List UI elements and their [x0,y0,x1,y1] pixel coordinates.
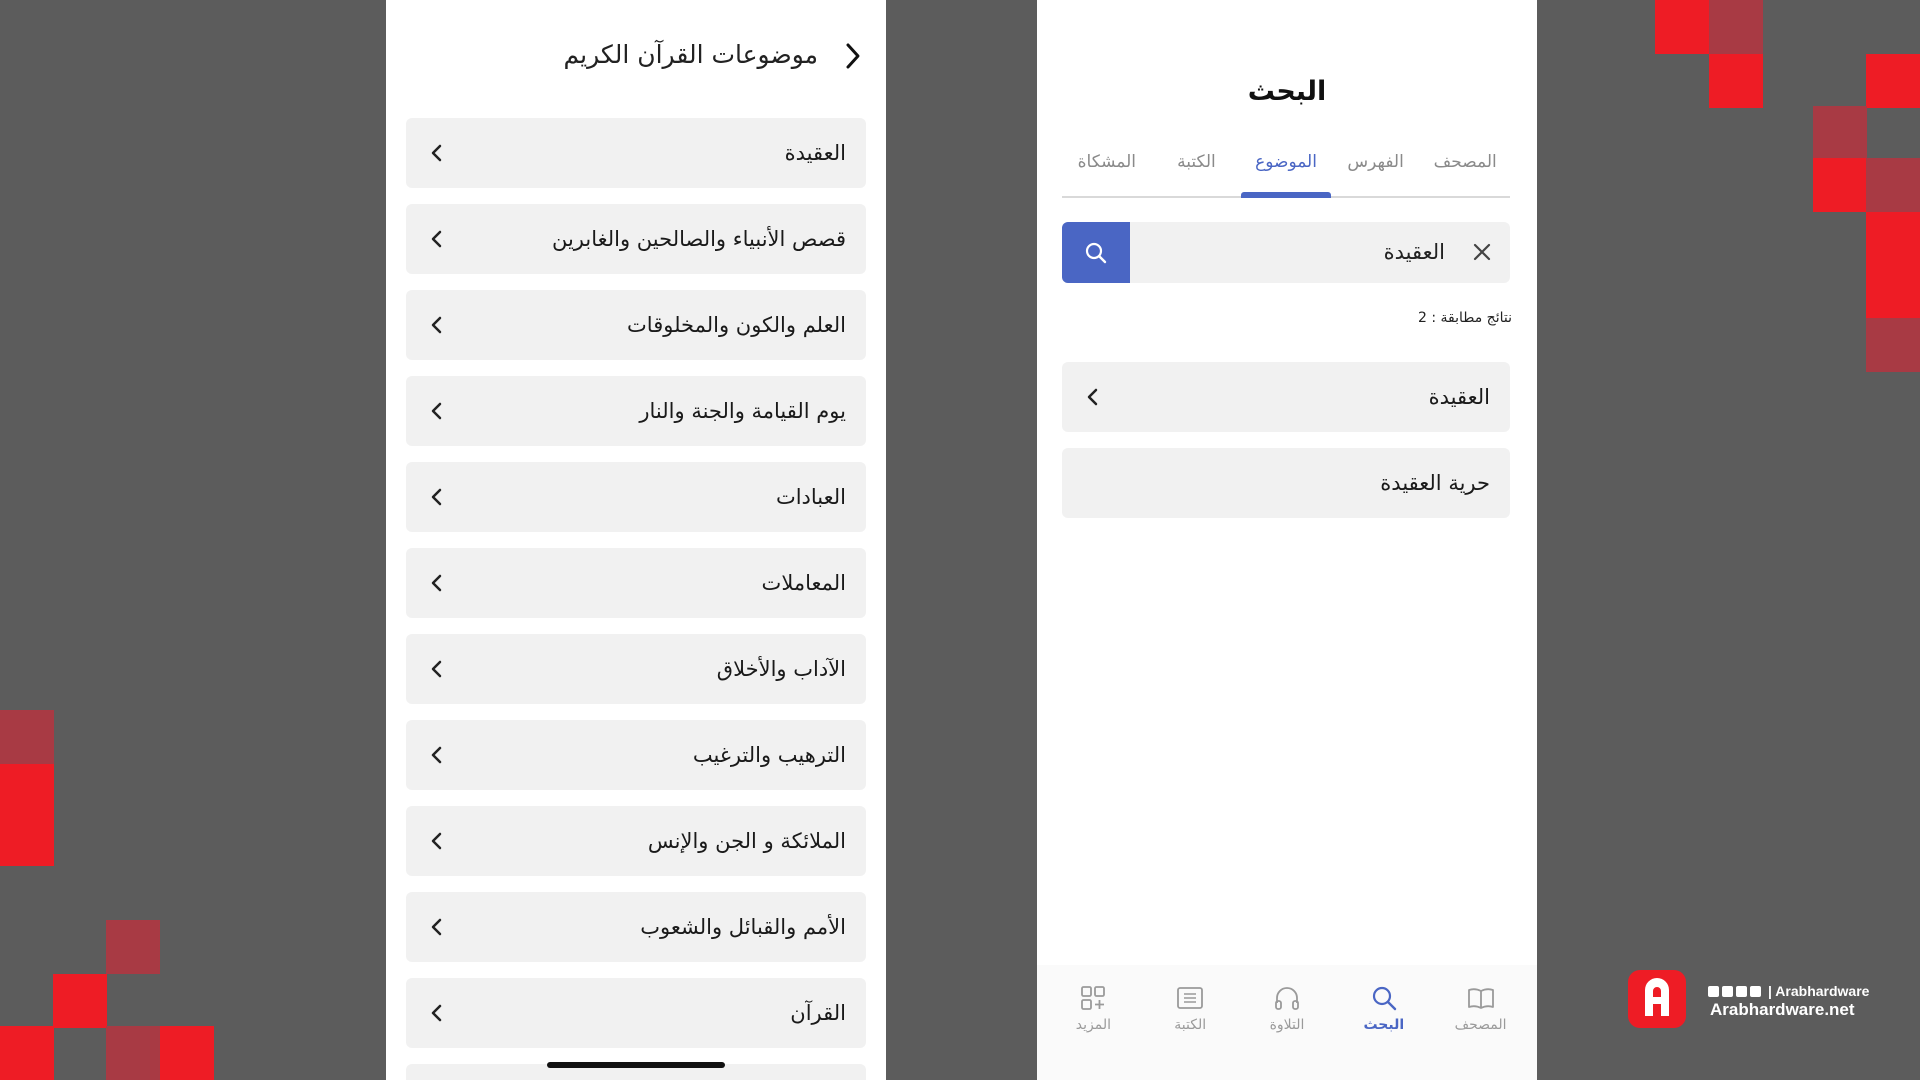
list-item[interactable] [406,806,866,876]
list-item[interactable] [406,634,866,704]
nav-item-search[interactable] [1335,965,1432,1080]
tab-index[interactable]: الفهرس [1347,152,1404,172]
tab-mishkat[interactable]: المشكاة [1077,152,1137,172]
list-item[interactable] [406,720,866,790]
search-button[interactable] [1062,222,1130,283]
page-title: البحث [1247,76,1327,107]
brand-name: | Arabhardware [1768,983,1870,999]
brand-site: Arabhardware.net [1710,1000,1855,1019]
chevron-left-icon [428,573,446,593]
list-item-label: يوم القيامة والجنة والنار [639,399,846,423]
nav-label: المزيد [1075,1017,1112,1033]
list-item[interactable] [406,978,866,1048]
list-item-label: العبادات [775,485,846,509]
results-count: نتائج مطابقة : 2 [1417,310,1512,326]
list-item[interactable] [406,290,866,360]
topics-screen [386,0,886,1080]
chevron-left-icon [428,659,446,679]
nav-label: البحث [1363,1017,1405,1033]
chevron-left-icon [1084,387,1102,407]
chevron-left-icon [428,315,446,335]
library-icon [1175,983,1205,1013]
search-result-item[interactable] [1062,448,1510,518]
youtube-icon [1750,986,1761,997]
nav-label: الكتبة [1174,1017,1207,1033]
clear-search-button[interactable] [1472,242,1492,262]
bottom-nav [1037,965,1537,1080]
chevron-left-icon [428,917,446,937]
list-item-label: الملائكة و الجن والإنس [647,829,846,853]
list-item-label: الترهيب والترغيب [692,743,846,767]
arabhardware-logo [1628,970,1686,1028]
chevron-left-icon [428,1003,446,1023]
result-label: العقيدة [1428,385,1490,409]
search-tabs [1062,146,1510,198]
tab-topic[interactable]: الموضوع [1241,146,1331,196]
page-title: موضوعات القرآن الكريم [563,40,818,69]
search-input[interactable]: العقيدة [1383,240,1445,264]
result-label: حرية العقيدة [1380,471,1490,495]
chevron-left-icon [428,143,446,163]
chevron-left-icon [428,831,446,851]
search-result-item[interactable] [1062,362,1510,432]
twitter-icon [1722,986,1733,997]
search-screen [1037,0,1537,1080]
list-item[interactable] [406,548,866,618]
open-book-icon [1466,983,1496,1013]
grid-plus-icon [1078,983,1108,1013]
back-button[interactable] [838,42,866,70]
search-bar [1062,222,1510,283]
nav-item-library[interactable] [1142,965,1239,1080]
chevron-left-icon [428,487,446,507]
list-item[interactable] [406,462,866,532]
list-item[interactable] [406,118,866,188]
list-item[interactable] [406,892,866,962]
nav-label: المصحف [1454,1017,1507,1033]
list-item-label: الأمم والقبائل والشعوب [640,915,846,939]
list-item-label: الآداب والأخلاق [716,657,846,681]
home-indicator [547,1062,725,1068]
list-item-label: القرآن [790,1001,846,1025]
tab-mushaf[interactable]: المصحف [1433,152,1497,172]
topics-header [386,30,886,82]
list-item-label: المعاملات [761,571,846,595]
topic-list [406,118,866,1080]
nav-item-more[interactable] [1045,965,1142,1080]
nav-item-recitation[interactable] [1239,965,1336,1080]
search-icon [1084,241,1108,265]
nav-item-mushaf[interactable] [1432,965,1529,1080]
tab-library[interactable]: الكتبة [1177,152,1216,172]
chevron-left-icon [428,745,446,765]
list-item-label: العقيدة [784,141,846,165]
headphones-icon [1272,983,1302,1013]
list-item[interactable] [406,376,866,446]
instagram-icon [1736,986,1747,997]
list-item-label: قصص الأنبياء والصالحين والغابرين [551,227,846,251]
facebook-icon [1708,986,1719,997]
close-icon [1472,242,1492,262]
logo-glyph [1628,970,1686,1028]
chevron-left-icon [428,401,446,421]
chevron-right-icon [838,42,866,70]
nav-label: التلاوة [1269,1017,1305,1033]
social-icons [1708,983,1869,999]
chevron-left-icon [428,229,446,249]
list-item-label: العلم والكون والمخلوقات [627,313,846,337]
list-item[interactable] [406,204,866,274]
search-icon [1369,983,1399,1013]
